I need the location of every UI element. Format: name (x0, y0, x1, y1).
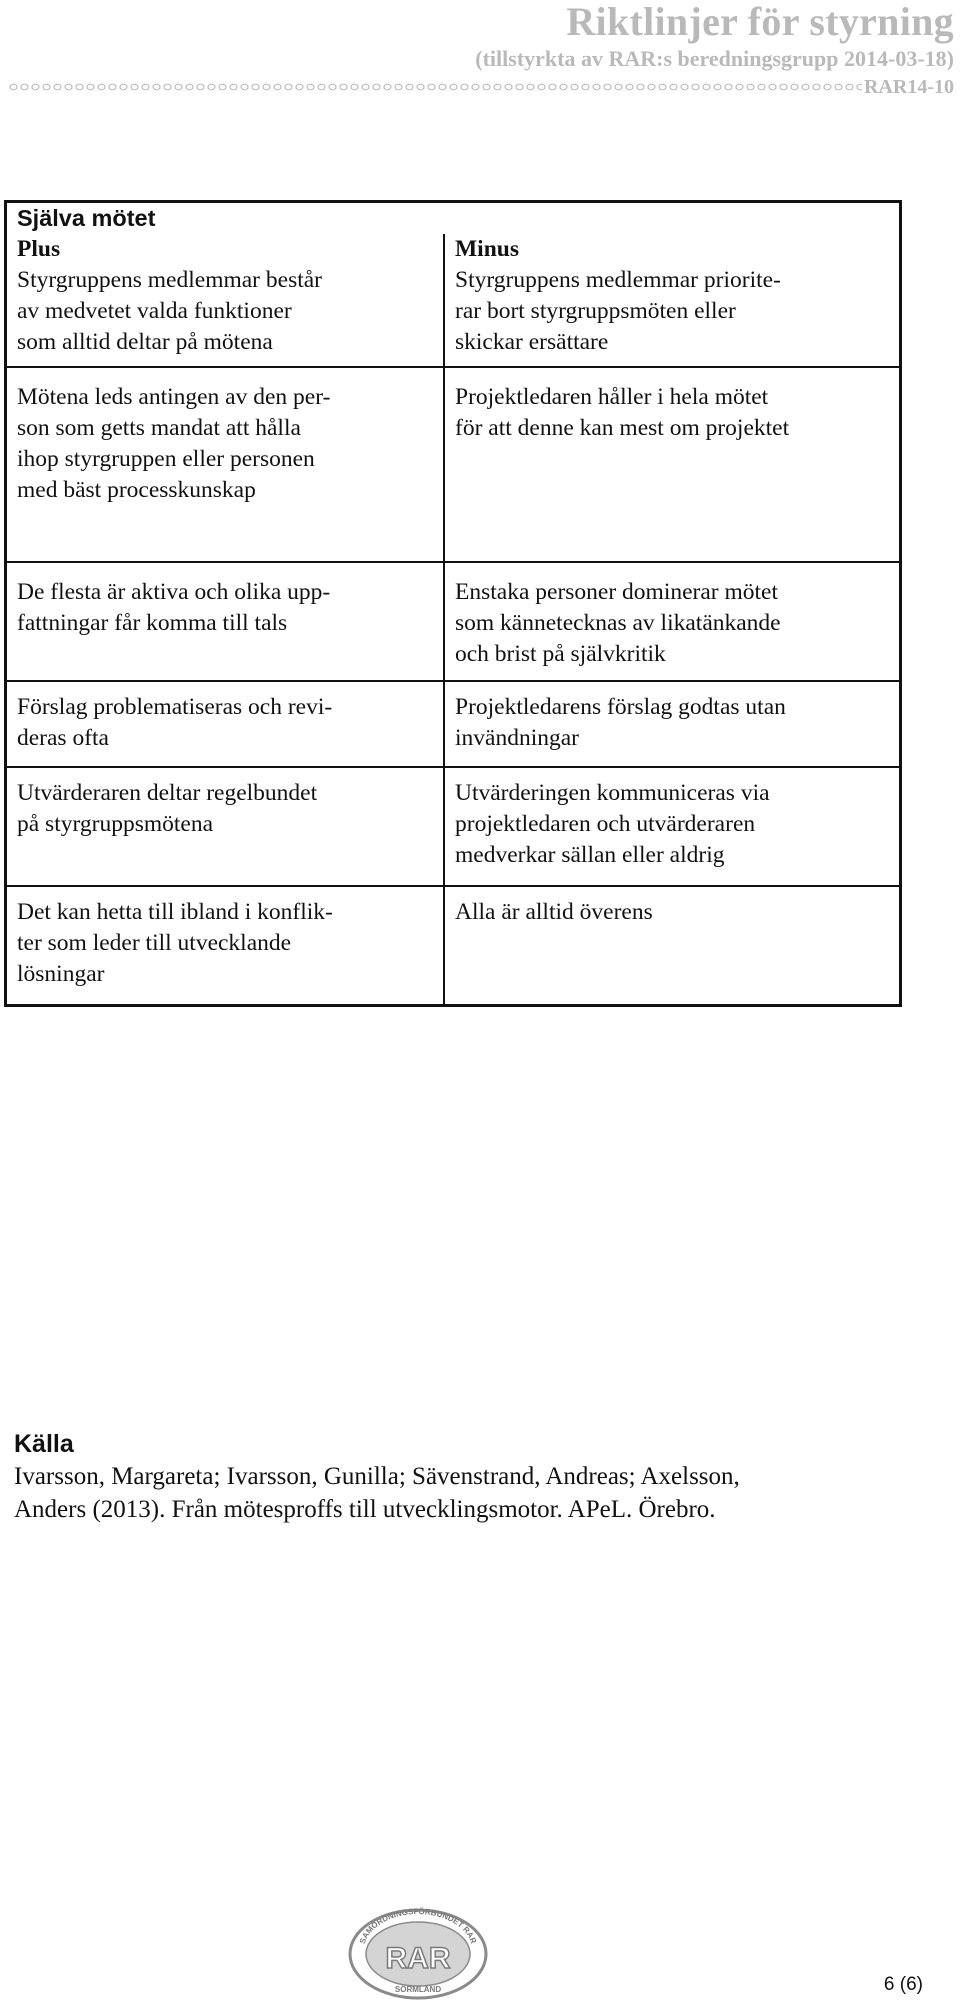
cell-line: Enstaka personer dominerar mötet (455, 579, 779, 605)
header-rule (8, 76, 954, 98)
table-row (6, 562, 901, 681)
comparison-table (4, 200, 902, 1007)
source-line: Ivarsson, Margareta; Ivarsson, Gunilla; Sävenstrand, Andreas; Axelsson, (14, 1463, 740, 1490)
minus-header: Minus (455, 236, 519, 262)
cell-line: deras ofta (17, 725, 109, 751)
cell-line: med bäst processkunskap (17, 477, 256, 503)
cell-line: ihop styrgruppen eller personen (17, 446, 315, 472)
table-row (6, 681, 901, 767)
source-section (14, 1428, 944, 1526)
table-row (6, 265, 901, 358)
cell-line: Styrgruppens medlemmar priorite- (455, 267, 781, 293)
cell-line: Styrgruppens medlemmar består (17, 267, 322, 293)
cell-line: son som getts mandat att hålla (17, 415, 301, 441)
decorative-chain-line (8, 82, 862, 92)
minus-cell (444, 265, 901, 358)
cell-line: medverkar sällan eller aldrig (455, 842, 725, 868)
document-title: Riktlinjer för styrning (566, 0, 954, 44)
minus-cell (444, 886, 901, 1006)
cell-line: Utvärderingen kommuniceras via (455, 780, 770, 806)
minus-cell (444, 562, 901, 681)
source-line: Anders (2013). Från mötesproffs till utvecklingsmotor. APeL. Örebro. (14, 1496, 716, 1523)
logo-top-text: SAMORDNINGSFÖRBUNDET RAR (357, 1906, 479, 1945)
table-row (6, 767, 901, 886)
cell-line: Utvärderaren deltar regelbundet (17, 780, 318, 806)
cell-line: av medvetet valda funktioner (17, 298, 292, 324)
plus-cell (6, 367, 445, 506)
plus-cell (6, 562, 445, 681)
rar-logo (346, 1906, 490, 2002)
plus-cell (6, 265, 445, 358)
cell-line: som alltid deltar på mötena (17, 329, 273, 355)
plus-cell (6, 767, 445, 886)
minus-cell (444, 681, 901, 767)
plus-cell (6, 886, 445, 1006)
cell-line: skickar ersättare (455, 329, 609, 355)
logo-main-text: RAR (385, 1942, 451, 1975)
section-title: Själva mötet (17, 205, 156, 231)
cell-line: på styrgruppsmötena (17, 811, 214, 837)
plus-cell (6, 681, 445, 767)
cell-line: projektledaren och utvärderaren (455, 811, 756, 837)
cell-line: Projektledarens förslag godtas utan (455, 694, 786, 720)
cell-line: Mötena leds antingen av den per- (17, 384, 331, 410)
table-row (6, 886, 901, 1006)
cell-line: Alla är alltid överens (455, 899, 653, 925)
cell-line: och brist på självkritik (455, 641, 666, 667)
cell-line: ter som leder till utvecklande (17, 930, 292, 956)
cell-line: fattningar får komma till tals (17, 610, 288, 636)
cell-line: Det kan hetta till ibland i konflik- (17, 899, 333, 925)
source-title: Källa (14, 1430, 74, 1458)
document-subtitle: (tillstyrkta av RAR:s beredningsgrupp 2014-03-18) (475, 46, 954, 71)
page-header (475, 0, 954, 72)
table-row (6, 367, 901, 506)
cell-line: lösningar (17, 961, 105, 987)
cell-line: rar bort styrgruppsmöten eller (455, 298, 736, 324)
document-code: RAR14-10 (864, 76, 954, 98)
minus-cell (444, 367, 901, 506)
cell-line: De flesta är aktiva och olika upp- (17, 579, 331, 605)
page-number: 6 (6) (883, 1974, 923, 1995)
cell-line: för att denne kan mest om projektet (455, 415, 790, 441)
cell-line: Förslag problematiseras och revi- (17, 694, 333, 720)
spacer-row (6, 506, 901, 562)
plus-header: Plus (6, 234, 445, 265)
logo-bottom-text: SÖRMLAND (394, 1985, 442, 1994)
minus-cell (444, 767, 901, 886)
cell-line: som kännetecknas av likatänkande (455, 610, 781, 636)
cell-line: Projektledaren håller i hela mötet (455, 384, 769, 410)
cell-line: invändningar (455, 725, 579, 751)
